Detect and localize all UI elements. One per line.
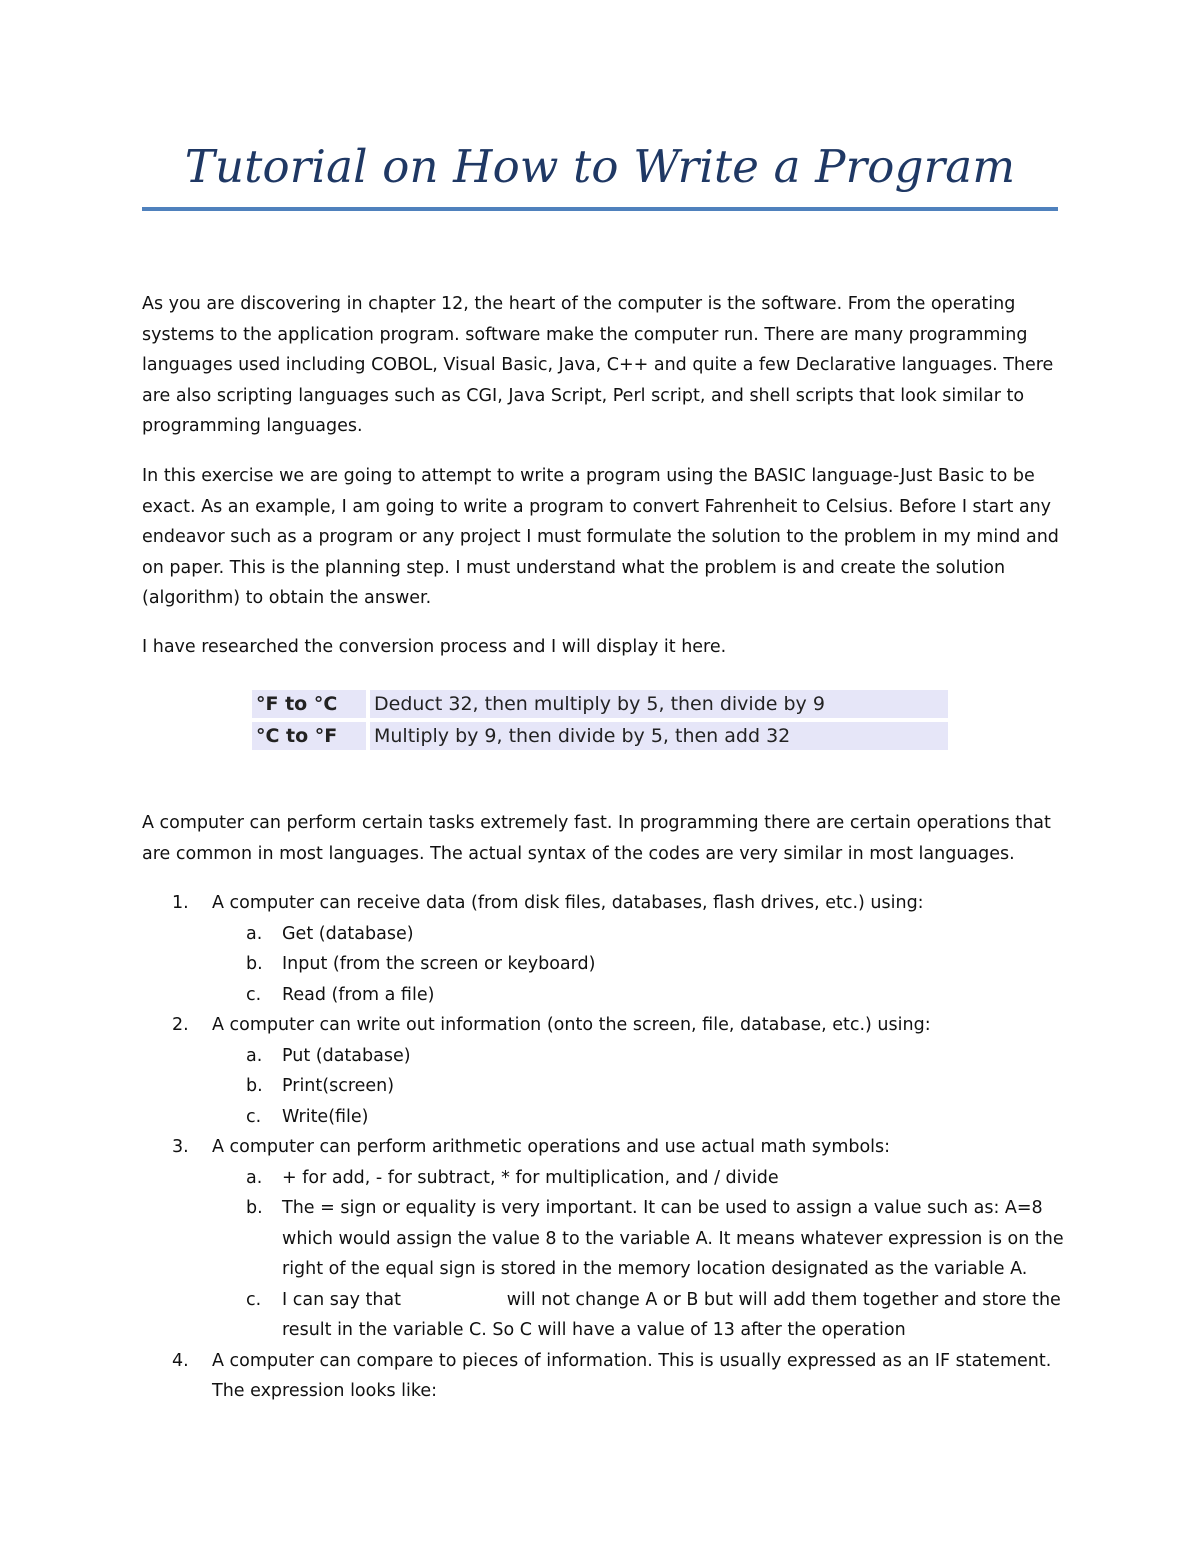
text-line: languages used including COBOL, Visual Basic, Java, C++ and quite a few Declarative languages. There bbox=[142, 355, 1054, 375]
list-item-text: A computer can write out information (onto the screen, file, database, etc.) using: bbox=[212, 1015, 931, 1035]
sub-list-text bbox=[282, 1193, 1072, 1285]
sub-list-letter: a. bbox=[246, 1045, 263, 1066]
sub-list-letter: b. bbox=[246, 1198, 263, 1218]
sub-list-letter: c. bbox=[246, 984, 262, 1005]
sub-list-item bbox=[142, 980, 1072, 1011]
operations-list bbox=[142, 888, 1072, 1407]
text-line: on paper. This is the planning step. I must understand what the problem is and create the solution bbox=[142, 557, 1006, 578]
text-line: (algorithm) to obtain the answer. bbox=[142, 588, 432, 608]
sub-list-item bbox=[142, 1163, 1072, 1194]
list-item-text bbox=[212, 1346, 1072, 1407]
sub-list-item bbox=[142, 1193, 1072, 1285]
text-line: A computer can compare to pieces of information. This is usually expressed as an IF statement. bbox=[212, 1350, 1052, 1371]
text-line: endeavor such as a program or any project I must formulate the solution to the problem in my mind and bbox=[142, 527, 1059, 547]
sub-list-letter: b. bbox=[246, 954, 263, 974]
sub-list-letter: c. bbox=[246, 1289, 262, 1310]
list-item bbox=[142, 1010, 1072, 1041]
text-line: are common in most languages. The actual syntax of the codes are very similar in most languages. bbox=[142, 843, 1015, 864]
table-row bbox=[252, 690, 948, 718]
sub-list-letter: a. bbox=[246, 923, 263, 944]
sub-list-item bbox=[142, 949, 1072, 980]
list-item-text: A computer can receive data (from disk files, databases, flash drives, etc.) using: bbox=[212, 893, 924, 913]
text-line: As you are discovering in chapter 12, the heart of the computer is the software. From the operating bbox=[142, 294, 1016, 314]
list-item-text: A computer can perform arithmetic operations and use actual math symbols: bbox=[212, 1137, 891, 1157]
sub-list-letter: c. bbox=[246, 1106, 262, 1127]
list-item bbox=[142, 888, 1072, 919]
text-line: are also scripting languages such as CGI, Java Script, Perl script, and shell scripts that look similar to bbox=[142, 385, 1025, 406]
text-line: result in the variable C. So C will have a value of 13 after the operation bbox=[282, 1320, 906, 1340]
sub-list-text: Put (database) bbox=[282, 1045, 411, 1066]
text-line: I can say that will not change A or B but will add them together and store the bbox=[282, 1289, 1061, 1310]
computer-paragraph bbox=[142, 808, 1062, 869]
page-title: Tutorial on How to Write a Program bbox=[184, 140, 1016, 193]
conversion-label: °C to °F bbox=[252, 722, 366, 750]
conversion-rule: Multiply by 9, then divide by 5, then add 32 bbox=[370, 722, 948, 750]
conversion-rule: Deduct 32, then multiply by 5, then divide by 9 bbox=[370, 690, 948, 718]
researched-paragraph: I have researched the conversion process and I will display it here. bbox=[142, 637, 727, 657]
text-line: exact. As an example, I am going to write a program to convert Fahrenheit to Celsius. Before I start any bbox=[142, 496, 1052, 517]
sub-list-text: Get (database) bbox=[282, 923, 414, 944]
text-line: systems to the application program. software make the computer run. There are many programming bbox=[142, 324, 1028, 345]
text-line: programming languages. bbox=[142, 416, 363, 436]
list-item bbox=[142, 1132, 1072, 1163]
sub-list-text: + for add, - for subtract, * for multiplication, and / divide bbox=[282, 1167, 779, 1188]
title-underline bbox=[142, 207, 1058, 211]
conversion-label: °F to °C bbox=[252, 690, 366, 718]
list-number: 2. bbox=[172, 1015, 189, 1035]
sub-list-item bbox=[142, 919, 1072, 950]
sub-list-text: Print(screen) bbox=[282, 1076, 395, 1096]
sub-list-item bbox=[142, 1285, 1072, 1346]
list-number: 1. bbox=[172, 893, 189, 913]
text-line: A computer can perform certain tasks extremely fast. In programming there are certain operations that bbox=[142, 813, 1051, 833]
sub-list-letter: b. bbox=[246, 1076, 263, 1096]
text-line: The = sign or equality is very important. It can be used to assign a value such as: A=8 bbox=[282, 1198, 1043, 1218]
text-line: right of the equal sign is stored in the memory location designated as the variable A. bbox=[282, 1259, 1028, 1279]
sub-list-text bbox=[282, 1285, 1072, 1346]
text-line: The expression looks like: bbox=[212, 1381, 438, 1401]
sub-list-item bbox=[142, 1102, 1072, 1133]
sub-list-item bbox=[142, 1041, 1072, 1072]
sub-list-text: Read (from a file) bbox=[282, 984, 435, 1005]
sub-list-text: Write(file) bbox=[282, 1106, 369, 1127]
sub-list-text: Input (from the screen or keyboard) bbox=[282, 954, 596, 974]
intro-paragraph bbox=[142, 289, 1062, 442]
exercise-paragraph bbox=[142, 461, 1062, 614]
table-row bbox=[252, 722, 948, 750]
conversion-table bbox=[248, 686, 952, 754]
list-number: 3. bbox=[172, 1137, 189, 1157]
list-item bbox=[142, 1346, 1072, 1407]
text-line: which would assign the value 8 to the variable A. It means whatever expression is on the bbox=[282, 1228, 1064, 1249]
sub-list-letter: a. bbox=[246, 1167, 263, 1188]
list-number: 4. bbox=[172, 1350, 189, 1371]
text-line: In this exercise we are going to attempt to write a program using the BASIC language-Just Basic to be bbox=[142, 466, 1035, 486]
sub-list-item bbox=[142, 1071, 1072, 1102]
